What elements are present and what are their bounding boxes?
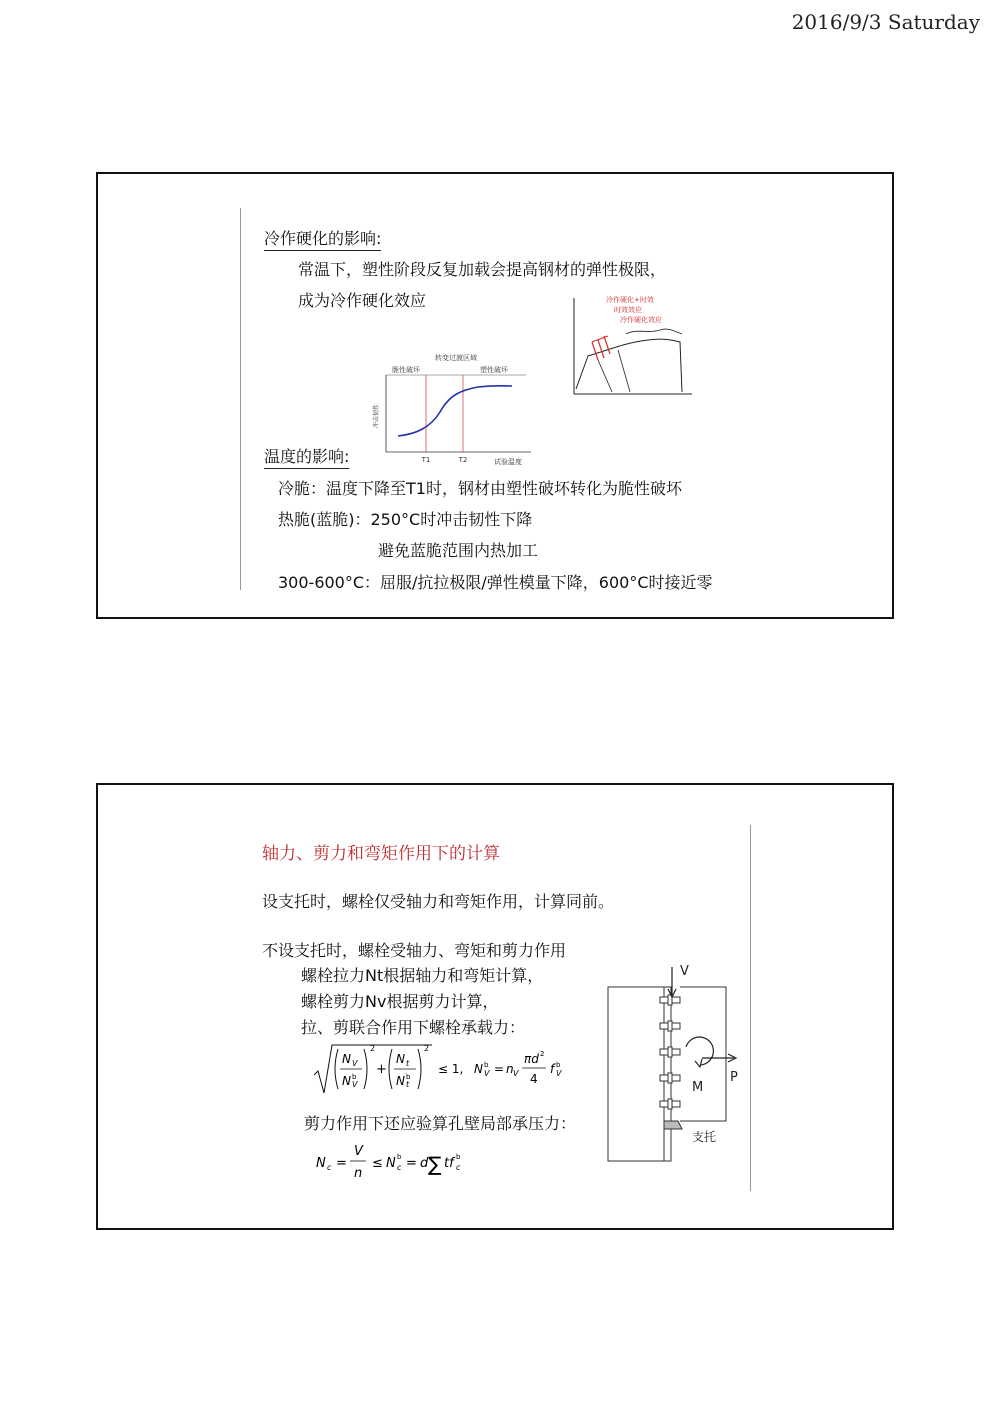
chart-t1-label: T1 xyxy=(421,456,431,464)
text-combined-capacity: 拉、剪联合作用下螺栓承载力： xyxy=(301,1018,526,1037)
toughness-curve xyxy=(398,386,512,436)
svg-text:=: = xyxy=(406,1156,417,1171)
text-high-temperature: 300-600°C：屈服/抗拉极限/弹性模量下降，600°C时接近零 xyxy=(278,573,713,592)
svg-text:b: b xyxy=(456,1153,461,1161)
svg-text:N: N xyxy=(396,1074,405,1088)
svg-text:N: N xyxy=(342,1074,351,1088)
svg-text:V: V xyxy=(352,1059,358,1068)
svg-text:N: N xyxy=(316,1156,326,1171)
svg-text:2: 2 xyxy=(540,1050,545,1058)
svg-text:N: N xyxy=(386,1156,396,1171)
svg-text:b: b xyxy=(352,1073,357,1081)
text-without-support: 不设支托时，螺栓受轴力、弯矩和剪力作用 xyxy=(262,941,567,960)
text-tension-force: 螺栓拉力Nt根据轴力和弯矩计算， xyxy=(301,966,544,985)
text-avoid-blue-brittle: 避免蓝脆范围内热加工 xyxy=(378,541,539,560)
text-cold-work-line1: 常温下，塑性阶段反复加载会提高钢材的弹性极限， xyxy=(298,260,667,279)
svg-text:N: N xyxy=(474,1062,483,1076)
svg-text:b: b xyxy=(397,1153,402,1161)
slide-divider xyxy=(240,208,241,590)
svg-text:f: f xyxy=(550,1062,555,1076)
m-arrow xyxy=(686,1037,713,1065)
v-label: V xyxy=(680,964,689,979)
svg-text:N: N xyxy=(396,1052,405,1066)
svg-text:c: c xyxy=(327,1163,332,1172)
svg-text:n: n xyxy=(354,1166,363,1181)
svg-text:b: b xyxy=(556,1061,561,1069)
svg-text:V: V xyxy=(354,1144,363,1159)
heading-temperature: 温度的影响: xyxy=(264,444,349,469)
svg-text:2: 2 xyxy=(370,1044,376,1053)
text-blue-brittle: 热脆(蓝脆)：250°C时冲击韧性下降 xyxy=(278,510,533,529)
svg-text:∑: ∑ xyxy=(428,1152,442,1176)
text-bearing-check: 剪力作用下还应验算孔壁局部承压力： xyxy=(304,1114,577,1133)
bolted-connection-diagram xyxy=(606,961,756,1169)
date-stamp: 2016/9/3 Saturday xyxy=(791,10,980,34)
chart-right-label: 塑性破坏 xyxy=(480,366,508,374)
support-bracket xyxy=(664,1121,682,1129)
svg-text:c: c xyxy=(456,1163,461,1172)
svg-text:c: c xyxy=(397,1163,402,1172)
heading-cold-work: 冷作硬化的影响: xyxy=(264,226,381,251)
reload-curves xyxy=(598,329,682,392)
svg-text:≤: ≤ xyxy=(372,1156,383,1171)
svg-text:n: n xyxy=(506,1062,514,1076)
svg-text:b: b xyxy=(484,1061,489,1069)
svg-text:πd: πd xyxy=(524,1052,539,1066)
stress-strain-curve xyxy=(576,339,682,392)
svg-text:V: V xyxy=(352,1080,358,1089)
text-with-support: 设支托时，螺栓仅受轴力和弯矩作用，计算同前。 xyxy=(262,892,615,911)
chart-xlabel: 试验温度 xyxy=(494,458,522,466)
svg-text:tf: tf xyxy=(444,1156,454,1171)
svg-text:b: b xyxy=(406,1073,411,1081)
temperature-transition-chart xyxy=(366,350,546,466)
hardening-effect-lines xyxy=(592,336,610,360)
svg-text:t: t xyxy=(406,1080,410,1089)
beam xyxy=(680,987,726,1121)
svg-text:=: = xyxy=(494,1062,505,1076)
svg-text:2: 2 xyxy=(424,1044,430,1053)
slide-cold-work-temperature xyxy=(96,172,894,619)
svg-text:4: 4 xyxy=(530,1072,538,1086)
svg-text:V: V xyxy=(513,1069,519,1078)
text-cold-work-line2: 成为冷作硬化效应 xyxy=(298,291,427,310)
m-label: M xyxy=(692,1080,704,1095)
formula-bearing xyxy=(314,1141,474,1185)
formula-interaction xyxy=(312,1041,582,1097)
p-label: P xyxy=(730,1070,738,1085)
text-shear-force: 螺栓剪力Nv根据剪力计算， xyxy=(301,992,499,1011)
svg-text:+: + xyxy=(376,1062,387,1077)
svg-text:d: d xyxy=(420,1156,429,1171)
chart-title: 转变过渡区域 xyxy=(435,354,477,362)
chart-ylabel: 冲击韧性 xyxy=(373,403,380,429)
label-hardening: 冷作硬化效应 xyxy=(620,316,662,324)
text-cold-brittle: 冷脆：温度下降至T1时，钢材由塑性破坏转化为脆性破坏 xyxy=(278,479,682,498)
slide-combined-loading xyxy=(96,783,894,1230)
svg-text:≤ 1,: ≤ 1, xyxy=(438,1062,464,1076)
svg-text:V: V xyxy=(556,1069,562,1078)
svg-text:N: N xyxy=(342,1052,351,1066)
support-label: 支托 xyxy=(692,1130,717,1144)
label-hardening-aging: 冷作硬化+时效 xyxy=(606,296,654,304)
svg-text:t: t xyxy=(406,1059,410,1068)
chart-left-label: 脆性破坏 xyxy=(392,366,420,374)
slide-title: 轴力、剪力和弯矩作用下的计算 xyxy=(262,844,500,864)
chart-t2-label: T2 xyxy=(458,456,468,464)
column-flange xyxy=(608,987,664,1161)
svg-text:V: V xyxy=(484,1069,490,1078)
cold-hardening-chart xyxy=(568,294,696,400)
label-aging: 时效效应 xyxy=(614,306,642,314)
svg-text:=: = xyxy=(336,1156,347,1171)
